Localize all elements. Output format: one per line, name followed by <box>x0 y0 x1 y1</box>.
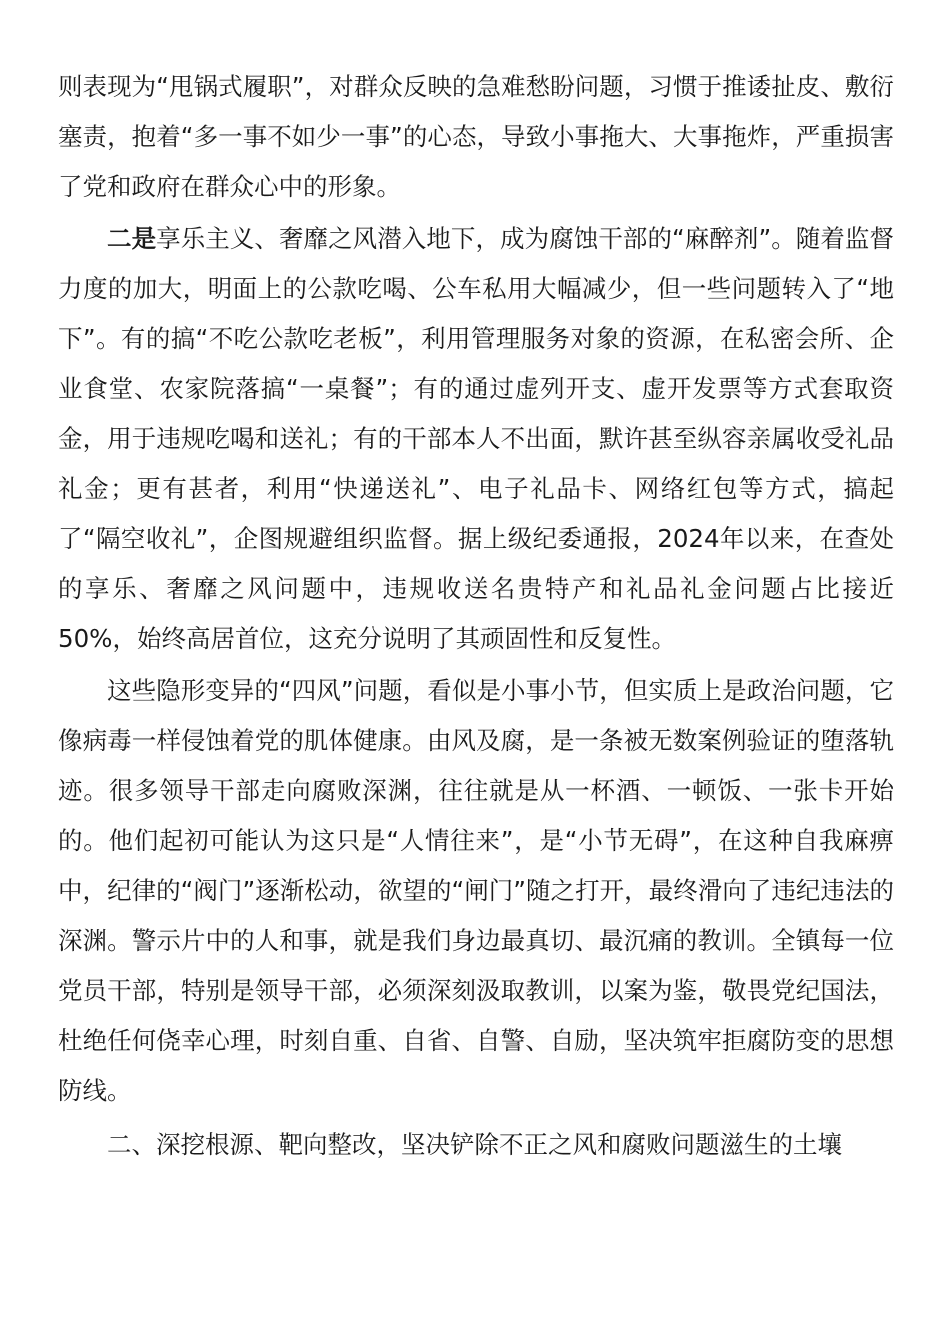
paragraph-text: 享乐主义、奢靡之风潜入地下，成为腐蚀干部的“麻醉剂”。随着监督力度的加大，明面上的公款吃喝、公车私用大幅减少，但一些问题转入了“地下”。有的搞“不吃公款吃老板”，利用管理服务对象的资源，在私密会所、企业食堂、农家院落搞“一桌餐”；有的通过虚列开支、虚开发票等方式套取资金，用于违规吃喝和送礼；有的干部本人不出面，默许甚至纵容亲属收受礼品礼金；更有甚者，利用“快递送礼”、电子礼品卡、网络红包等方式，搞起了“隔空收礼”，企图规避组织监督。据上级纪委通报，2024年以来，在查处的享乐、奢靡之风问题中，违规收送名贵特产和礼品礼金问题占比接近50%，始终高居首位，这充分说明了其顽固性和反复性。 <box>58 224 895 653</box>
paragraph-text: 这些隐形变异的“四风”问题，看似是小事小节，但实质上是政治问题，它像病毒一样侵蚀着党的肌体健康。由风及腐，是一条被无数案例验证的堕落轨迹。很多领导干部走向腐败深渊，往往就是从一杯酒、一顿饭、一张卡开始的。他们起初可能认为这只是“人情往来”，是“小节无碍”，在这种自我麻痹中，纪律的“阀门”逐渐松动，欲望的“闸门”随之打开，最终滑向了违纪违法的深渊。警示片中的人和事，就是我们身边最真切、最沉痛的教训。全镇每一位党员干部，特别是领导干部，必须深刻汲取教训，以案为鉴，敬畏党纪国法，杜绝任何侥幸心理，时刻自重、自省、自警、自励，坚决筑牢拒腐防变的思想防线。 <box>58 676 894 1105</box>
paragraph-lead-label: 二是 <box>107 224 157 253</box>
paragraph-summary <box>58 666 894 1116</box>
paragraph-continuation <box>58 62 894 212</box>
paragraph-text: 则表现为“甩锅式履职”，对群众反映的急难愁盼问题，习惯于推诿扯皮、敷衍塞责，抱着“多一事不如少一事”的心态，导致小事拖大、大事拖炸，严重损害了党和政府在群众心中的形象。 <box>58 72 894 201</box>
paragraph-second-point <box>58 214 894 664</box>
document-page <box>58 62 894 1172</box>
section-heading <box>58 1120 894 1170</box>
section-heading-text: 二、深挖根源、靶向整改，坚决铲除不正之风和腐败问题滋生的土壤 <box>107 1130 842 1159</box>
